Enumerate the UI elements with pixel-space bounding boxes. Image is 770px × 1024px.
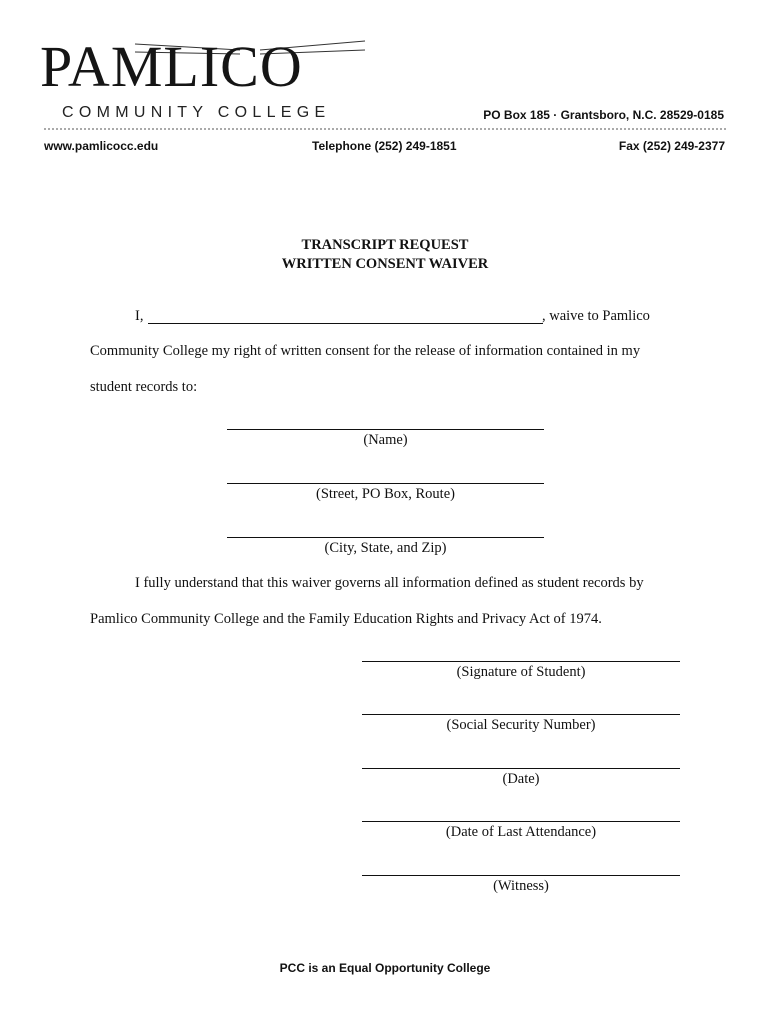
letterhead (0, 0, 770, 160)
ssn-label: (Social Security Number) (446, 717, 596, 733)
intro-after-blank: , waive to Pamlico (542, 308, 650, 324)
college-logo-tagline: COMMUNITY COLLEGE (62, 104, 331, 121)
college-address: PO Box 185 · Grantsboro, N.C. 28529-0185 (483, 108, 724, 122)
college-fax: Fax (252) 249-2377 (618, 139, 725, 153)
form-title (0, 236, 770, 274)
college-logo-wordmark: PAMLICO (40, 34, 303, 99)
student-signature-label: (Signature of Student) (456, 664, 586, 680)
form-title-line2: WRITTEN CONSENT WAIVER (281, 256, 489, 272)
ssn-field[interactable] (362, 714, 680, 715)
equal-opportunity-footer: PCC is an Equal Opportunity College (279, 961, 491, 975)
college-website-link[interactable]: www.pamlicocc.edu (44, 139, 159, 153)
date-label: (Date) (502, 771, 540, 787)
letterhead-divider (44, 128, 726, 130)
intro-line2: Community College my right of written consent for the release of information contained in my (90, 343, 641, 359)
college-telephone: Telephone (252) 249-1851 (312, 139, 457, 153)
form-title-line1: TRANSCRIPT REQUEST (301, 237, 469, 253)
intro-line3: student records to: (90, 379, 198, 395)
recipient-city-label: (City, State, and Zip) (324, 540, 447, 556)
last-attendance-field[interactable] (362, 821, 680, 822)
student-name-field[interactable] (148, 323, 543, 324)
statement-line1: I fully understand that this waiver governs all information defined as student records by (135, 575, 644, 591)
witness-field[interactable] (362, 875, 680, 876)
recipient-street-label: (Street, PO Box, Route) (316, 486, 455, 502)
recipient-city-field[interactable] (227, 537, 544, 538)
witness-label: (Witness) (493, 878, 549, 894)
recipient-street-field[interactable] (227, 483, 544, 484)
recipient-name-label: (Name) (363, 432, 408, 448)
date-field[interactable] (362, 768, 680, 769)
statement-line2: Pamlico Community College and the Family Education Rights and Privacy Act of 1974. (90, 611, 602, 627)
intro-lead: I, (135, 308, 144, 324)
recipient-name-field[interactable] (227, 429, 544, 430)
student-signature-field[interactable] (362, 661, 680, 662)
last-attendance-label: (Date of Last Attendance) (445, 824, 597, 840)
